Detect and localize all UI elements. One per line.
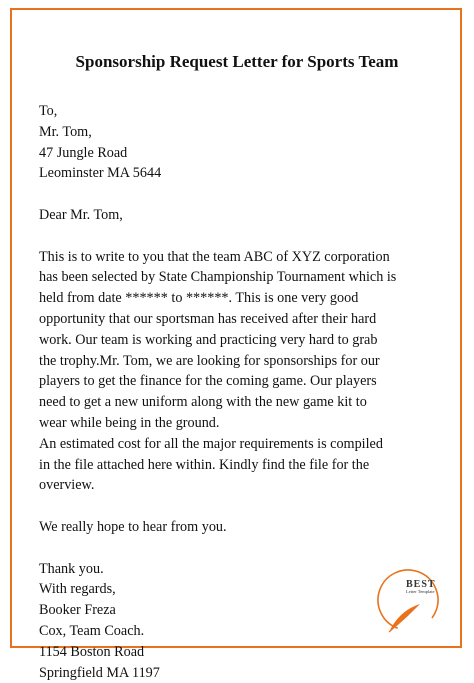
- signature-regards: With regards,: [39, 581, 116, 598]
- body-line: work. Our team is working and practicing very hard to grab: [39, 331, 378, 348]
- salutation: Dear Mr. Tom,: [39, 206, 123, 223]
- address-street: 47 Jungle Road: [39, 144, 128, 161]
- signature-thanks: Thank you.: [39, 560, 104, 577]
- body-line: This is to write to you that the team ABC of XYZ corporation: [39, 248, 390, 265]
- logo-best: BEST: [406, 579, 436, 590]
- signature-street: 1154 Boston Road: [39, 643, 145, 660]
- body-line: overview.: [39, 477, 95, 494]
- address-to: To,: [39, 103, 58, 119]
- body-line: An estimated cost for all the major requirements is compiled: [39, 435, 383, 452]
- body-line: opportunity that our sportsman has received after their hard: [39, 310, 377, 327]
- address-city: Leominster MA 5644: [39, 165, 162, 182]
- signature-role: Cox, Team Coach.: [39, 622, 145, 639]
- signature-city: Springfield MA 1197: [39, 664, 160, 681]
- logo-text: [406, 579, 436, 594]
- best-letter-template-logo: [368, 560, 448, 640]
- logo-subtitle: Letter Template: [406, 589, 435, 594]
- body-line: players to get the finance for the coming game. Our players: [39, 373, 377, 390]
- signature-name: Booker Freza: [39, 602, 116, 619]
- feather-quill-icon: [389, 604, 420, 632]
- letter-title: Sponsorship Request Letter for Sports Team: [75, 52, 399, 71]
- body-line: in the file attached here within. Kindly find the file for the: [39, 456, 370, 473]
- body-line: wear while being in the ground.: [39, 414, 220, 431]
- body-line: has been selected by State Championship Tournament which is: [39, 269, 397, 286]
- body-line: need to get a new uniform along with the new game kit to: [39, 394, 367, 411]
- body-line: held from date ****** to ******. This is one very good: [39, 290, 359, 307]
- address-name: Mr. Tom,: [39, 123, 92, 140]
- body-line: the trophy.Mr. Tom, we are looking for sponsorships for our: [39, 352, 380, 369]
- closing-note: We really hope to hear from you.: [39, 518, 227, 535]
